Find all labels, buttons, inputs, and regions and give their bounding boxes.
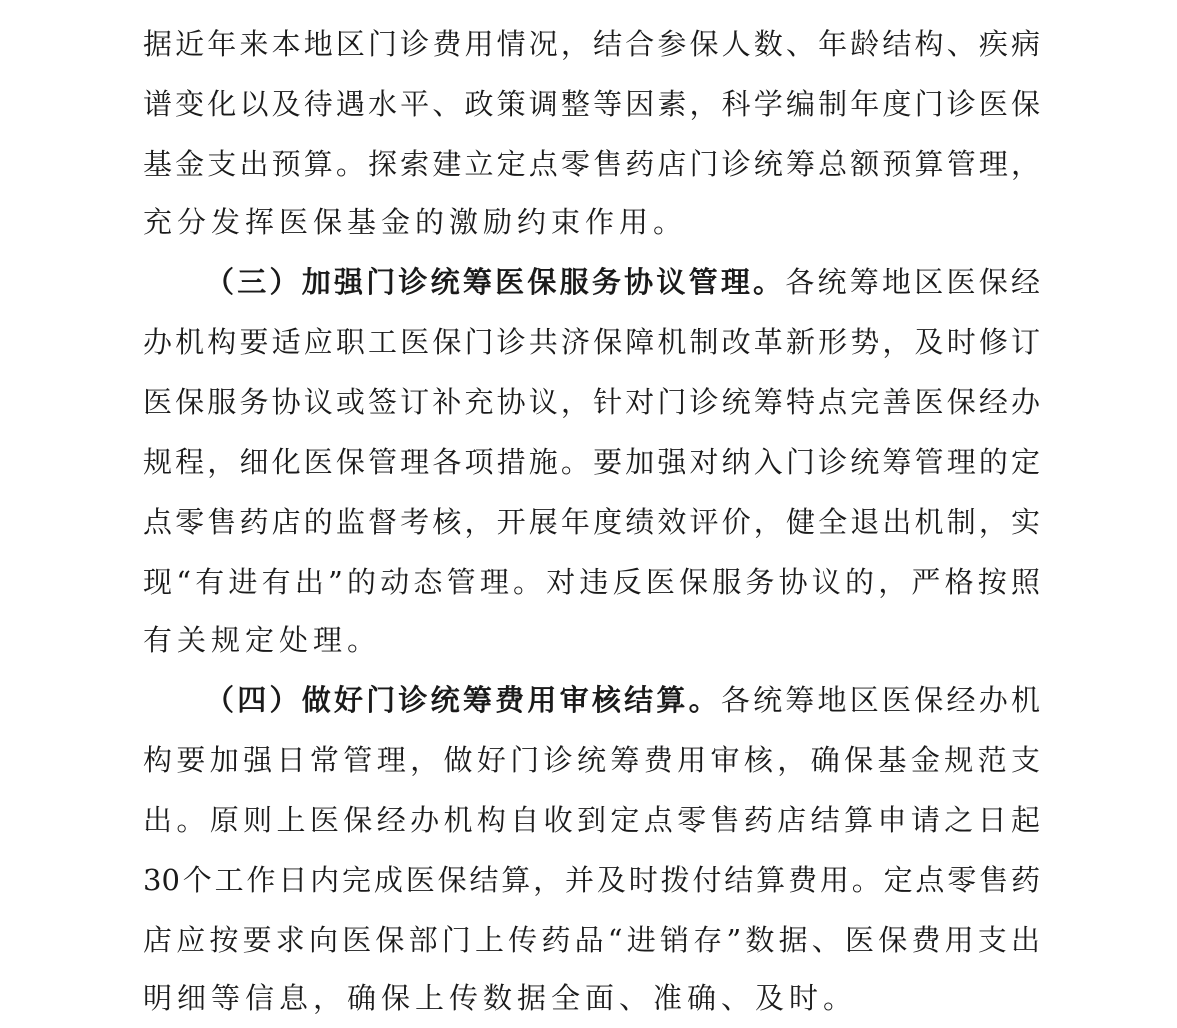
text-line: 办机构要适应职工医保门诊共济保障机制改革新形势，及时修订 bbox=[143, 325, 1040, 359]
section-heading-line bbox=[205, 670, 1040, 730]
section-heading: （三）加强门诊统筹医保服务协议管理。 bbox=[205, 265, 786, 299]
text-line: 点零售药店的监督考核，开展年度绩效评价，健全退出机制，实 bbox=[143, 505, 1040, 539]
text-line: 出。原则上医保经办机构自收到定点零售药店结算申请之日起 bbox=[143, 803, 1040, 837]
text-line: 30个工作日内完成医保结算，并及时拨付结算费用。定点零售药 bbox=[143, 863, 1040, 897]
text-line: 明细等信息，确保上传数据全面、准确、及时。 bbox=[143, 981, 858, 1015]
text-line: 充分发挥医保基金的激励约束作用。 bbox=[143, 205, 688, 239]
text-line: 谱变化以及待遇水平、政策调整等因素，科学编制年度门诊医保 bbox=[143, 87, 1040, 121]
section-heading: （四）做好门诊统筹费用审核结算。 bbox=[205, 683, 721, 717]
text-line: 据近年来本地区门诊费用情况，结合参保人数、年龄结构、疾病 bbox=[143, 27, 1040, 61]
text-run: 各统筹地区医保经办机 bbox=[720, 683, 1040, 717]
text-line: 基金支出预算。探索建立定点零售药店门诊统筹总额预算管理， bbox=[143, 147, 1040, 181]
section-heading-line bbox=[205, 252, 1040, 312]
text-run: 各统筹地区医保经 bbox=[785, 265, 1040, 299]
text-line: 有关规定处理。 bbox=[143, 623, 382, 657]
text-line: 医保服务协议或签订补充协议，针对门诊统筹特点完善医保经办 bbox=[143, 385, 1040, 419]
text-line: 店应按要求向医保部门上传药品“进销存”数据、医保费用支出 bbox=[143, 923, 1040, 957]
text-line: 现“有进有出”的动态管理。对违反医保服务协议的，严格按照 bbox=[143, 565, 1040, 599]
text-line: 构要加强日常管理，做好门诊统筹费用审核，确保基金规范支 bbox=[143, 743, 1040, 777]
text-line: 规程，细化医保管理各项措施。要加强对纳入门诊统筹管理的定 bbox=[143, 445, 1040, 479]
